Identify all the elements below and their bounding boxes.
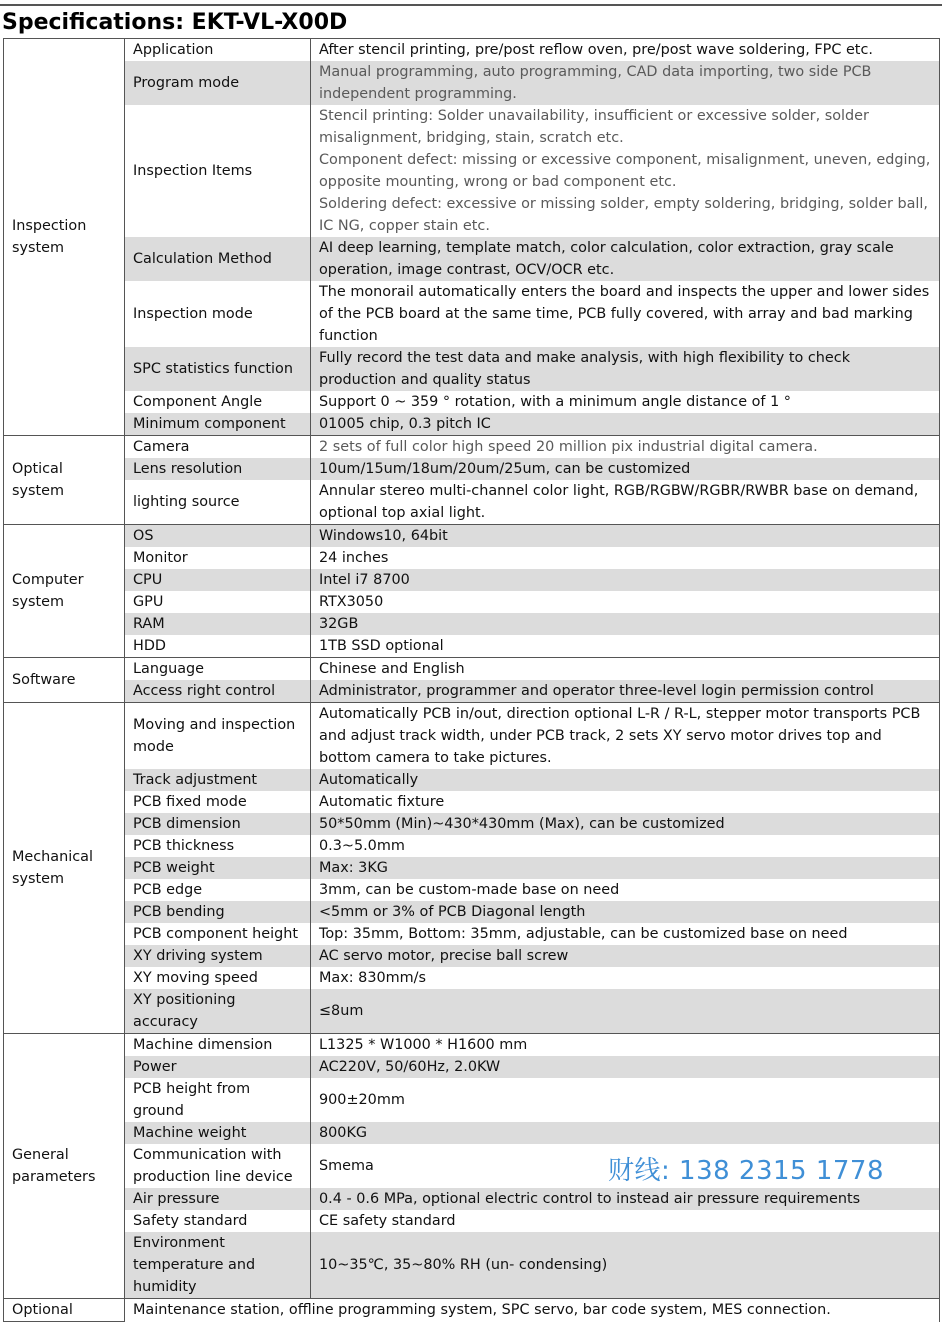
table-row [4,281,940,347]
spec-value: Stencil printing: Solder unavailability, insufficient or excessive solder, solder misalignment, bridging, stain, scratch etc. Component defect: missing or excessive component, misalignment, uneven, edging, opposite mounting, wrong or bad component etc. Soldering defect: excessive or missing solder, empty soldering, bridging, solder ball, IC NG, copper stain etc. [311,105,940,237]
table-row [4,237,940,281]
table-row [4,1034,940,1057]
spec-value: 800KG [311,1122,940,1144]
spec-value: ≤8um [311,989,940,1034]
spec-value: 50*50mm (Min)~430*430mm (Max), can be customized [311,813,940,835]
spec-label: PCB bending [125,901,311,923]
spec-value: Automatically [311,769,940,791]
spec-label: Safety standard [125,1210,311,1232]
spec-label: Minimum component [125,413,311,436]
spec-label: SPC statistics function [125,347,311,391]
spec-label: RAM [125,613,311,635]
spec-value: Intel i7 8700 [311,569,940,591]
spec-label: HDD [125,635,311,658]
spec-value: Administrator, programmer and operator three-level login permission control [311,680,940,703]
table-row [4,39,940,62]
spec-label: Inspection mode [125,281,311,347]
table-row [4,547,940,569]
spec-value: 1TB SSD optional [311,635,940,658]
table-row [4,436,940,459]
spec-value: 24 inches [311,547,940,569]
table-row [4,569,940,591]
spec-label: PCB component height [125,923,311,945]
table-row [4,1188,940,1210]
table-row [4,1078,940,1122]
spec-value: Top: 35mm, Bottom: 35mm, adjustable, can be customized base on need [311,923,940,945]
table-row [4,658,940,681]
spec-label: Machine dimension [125,1034,311,1057]
spec-value: Smema [311,1144,940,1188]
top-rule [0,4,942,6]
spec-value: Support 0 ~ 359 ° rotation, with a minimum angle distance of 1 ° [311,391,940,413]
group-label: Mechanical system [4,703,125,1034]
spec-value: Windows10, 64bit [311,525,940,548]
spec-label: Language [125,658,311,681]
spec-label: Monitor [125,547,311,569]
spec-value: Automatically PCB in/out, direction optional L-R / R-L, stepper motor transports PCB and adjust track width, under PCB track, 2 sets XY servo motor drives top and bottom camera to take pictures. [311,703,940,770]
table-row [4,1210,940,1232]
spec-label: CPU [125,569,311,591]
spec-label: PCB thickness [125,835,311,857]
table-row [4,1232,940,1299]
group-label: Optional [4,1299,125,1322]
spec-label: PCB edge [125,879,311,901]
spec-label: Access right control [125,680,311,703]
table-row [4,61,940,105]
group-label: Inspection system [4,39,125,436]
table-row [4,901,940,923]
spec-value: After stencil printing, pre/post reflow oven, pre/post wave soldering, FPC etc. [311,39,940,62]
table-row [4,413,940,436]
spec-label: Application [125,39,311,62]
spec-value: 0.4 - 0.6 MPa, optional electric control to instead air pressure requirements [311,1188,940,1210]
table-row [4,1056,940,1078]
table-row [4,791,940,813]
table-row [4,105,940,237]
spec-value: Automatic fixture [311,791,940,813]
contact-phone: 财线: 138 2315 1778 [608,1156,885,1186]
spec-label: PCB weight [125,857,311,879]
group-label: Optical system [4,436,125,525]
table-row [4,945,940,967]
table-row [4,857,940,879]
table-row [4,591,940,613]
spec-value: AI deep learning, template match, color calculation, color extraction, gray scale operation, image contrast, OCV/OCR etc. [311,237,940,281]
spec-label: PCB height from ground [125,1078,311,1122]
spec-label: Air pressure [125,1188,311,1210]
spec-label: Calculation Method [125,237,311,281]
spec-label: PCB fixed mode [125,791,311,813]
spec-label: Track adjustment [125,769,311,791]
spec-label: Inspection Items [125,105,311,237]
spec-value: 01005 chip, 0.3 pitch IC [311,413,940,436]
spec-value: 2 sets of full color high speed 20 million pix industrial digital camera. [311,436,940,459]
spec-label: Environment temperature and humidity [125,1232,311,1299]
table-row [4,391,940,413]
spec-label: XY driving system [125,945,311,967]
spec-label: Camera [125,436,311,459]
group-label: General parameters [4,1034,125,1299]
spec-value: <5mm or 3% of PCB Diagonal length [311,901,940,923]
table-row [4,989,940,1034]
table-row [4,1122,940,1144]
spec-value: RTX3050 [311,591,940,613]
spec-value: 900±20mm [311,1078,940,1122]
page-title: Specifications: EKT-VL-X00D [2,10,348,35]
table-row [4,879,940,901]
table-row [4,923,940,945]
spec-value: 0.3~5.0mm [311,835,940,857]
table-row [4,813,940,835]
spec-value: 32GB [311,613,940,635]
spec-value: L1325 * W1000 * H1600 mm [311,1034,940,1057]
spec-label: Machine weight [125,1122,311,1144]
spec-value: 3mm, can be custom-made base on need [311,879,940,901]
spec-label: Power [125,1056,311,1078]
spec-value: Annular stereo multi-channel color light, RGB/RGBW/RGBR/RWBR base on demand, optional top axial light. [311,480,940,525]
table-row [4,480,940,525]
table-row [4,635,940,658]
spec-value: Max: 830mm/s [311,967,940,989]
group-label: Computer system [4,525,125,658]
table-row [4,1299,940,1322]
spec-value: Manual programming, auto programming, CAD data importing, two side PCB independent programming. [311,61,940,105]
table-row [4,835,940,857]
spec-value: Max: 3KG [311,857,940,879]
table-row [4,967,940,989]
spec-table [3,38,940,1322]
table-row [4,680,940,703]
spec-label: PCB dimension [125,813,311,835]
table-row [4,613,940,635]
optional-value: Maintenance station, offline programming system, SPC servo, bar code system, MES connection. [125,1299,940,1322]
spec-label: lighting source [125,480,311,525]
spec-value: AC servo motor, precise ball screw [311,945,940,967]
spec-label: Program mode [125,61,311,105]
spec-value: AC220V, 50/60Hz, 2.0KW [311,1056,940,1078]
spec-label: Lens resolution [125,458,311,480]
table-row [4,347,940,391]
spec-label: XY moving speed [125,967,311,989]
spec-table-body [4,39,940,1322]
table-row [4,525,940,548]
spec-label: XY positioning accuracy [125,989,311,1034]
spec-value: The monorail automatically enters the board and inspects the upper and lower sides of the PCB board at the same time, PCB fully covered, with array and bad marking function [311,281,940,347]
spec-value: 10~35℃, 35~80% RH (un- condensing) [311,1232,940,1299]
spec-value: 10um/15um/18um/20um/25um, can be customized [311,458,940,480]
spec-label: GPU [125,591,311,613]
spec-value: Chinese and English [311,658,940,681]
table-row [4,703,940,770]
group-label: Software [4,658,125,703]
spec-label: Component Angle [125,391,311,413]
spec-label: OS [125,525,311,548]
spec-value: CE safety standard [311,1210,940,1232]
spec-label: Moving and inspection mode [125,703,311,770]
spec-label: Communication with production line device [125,1144,311,1188]
table-row [4,769,940,791]
spec-value: Fully record the test data and make analysis, with high flexibility to check production and quality status [311,347,940,391]
table-row [4,458,940,480]
